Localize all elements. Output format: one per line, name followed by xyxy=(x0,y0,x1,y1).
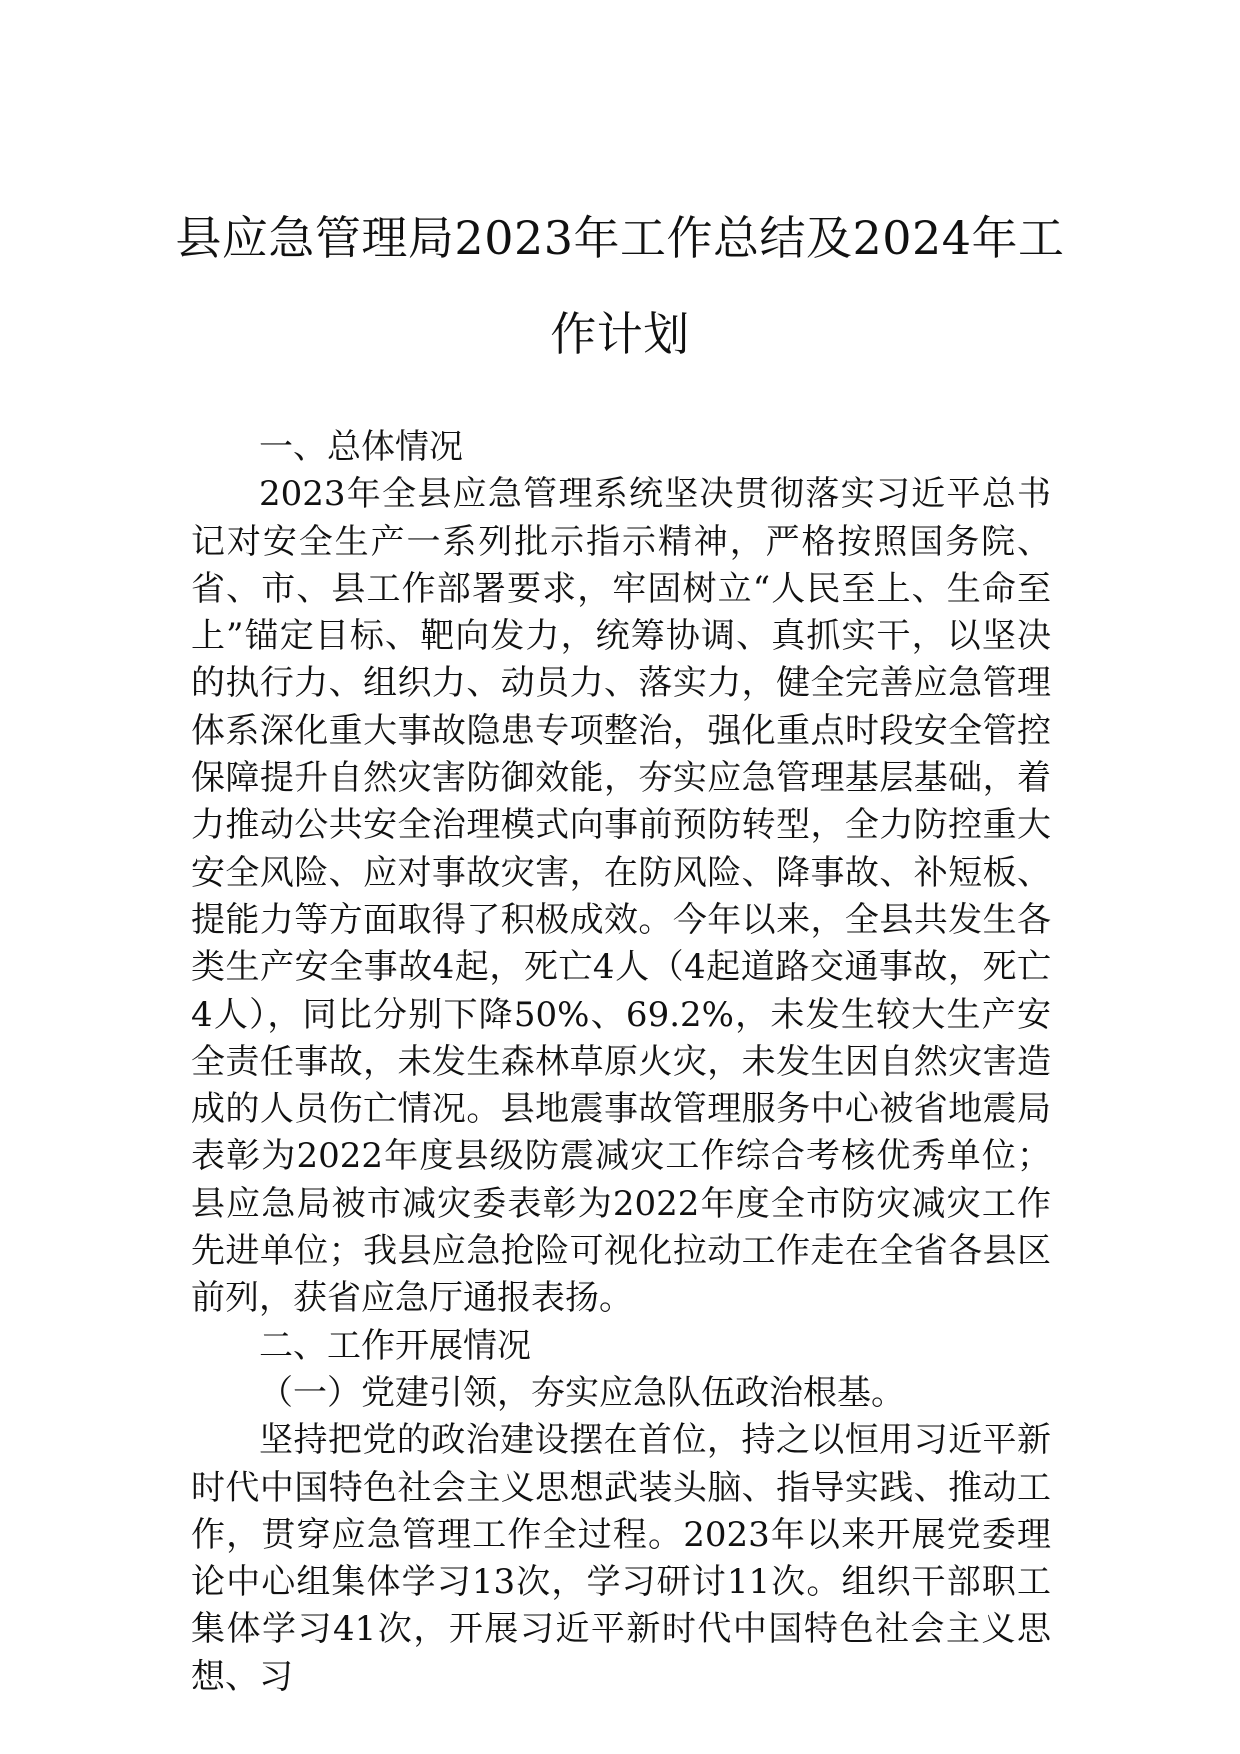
document-title xyxy=(170,190,1070,382)
document-body xyxy=(191,424,1051,1701)
subsection-heading-party-building: （一）党建引领，夯实应急队伍政治根基。 xyxy=(259,1372,905,1413)
section-heading-overview: 一、总体情况 xyxy=(259,427,463,467)
paragraph-overview: 2023年全县应急管理系统坚决贯彻落实习近平总书记对安全生产一系列批示指示精神，严格按照国务院、省、市、县工作部署要求，牢固树立“人民至上、生命至上”锚定目标、靶向发力，统筹协调、真抓实干，以坚决的执行力、组织力、动员力、落实力，健全完善应急管理体系深化重大事故隐患专项整治，强化重点时段安全管控保障提升自然灾害防御效能，夯实应急管理基层基础，着力推动公共安全治理模式向事前预防转型，全力防控重大安全风险、应对事故灾害，在防风险、降事故、补短板、提能力等方面取得了积极成效。今年以来，全县共发生各类生产安全事故4起，死亡4人（4起道路交通事故，死亡4人），同比分别下降50%、69.2%，未发生较大生产安全责任事故，未发生森林草原火灾，未发生因自然灾害造成的人员伤亡情况。县地震事故管理服务中心被省地震局表彰为2022年度县级防震减灾工作综合考核优秀单位；县应急局被市减灾委表彰为2022年度全市防灾减灾工作先进单位；我县应急抢险可视化拉动工作走在全省各县区前列，获省应急厅通报表扬。 xyxy=(191,474,1051,1319)
title-line-2: 作计划 xyxy=(550,307,690,361)
title-line-1: 县应急管理局2023年工作总结及2024年工 xyxy=(175,211,1065,265)
section-heading-work-progress: 二、工作开展情况 xyxy=(259,1325,531,1366)
paragraph-party-building: 坚持把党的政治建设摆在首位，持之以恒用习近平新时代中国特色社会主义思想武装头脑、指导实践、推动工作，贯穿应急管理工作全过程。2023年以来开展党委理论中心组集体学习13次，学习研讨11次。组织干部职工集体学习41次，开展习近平新时代中国特色社会主义思想、习 xyxy=(191,1420,1051,1697)
